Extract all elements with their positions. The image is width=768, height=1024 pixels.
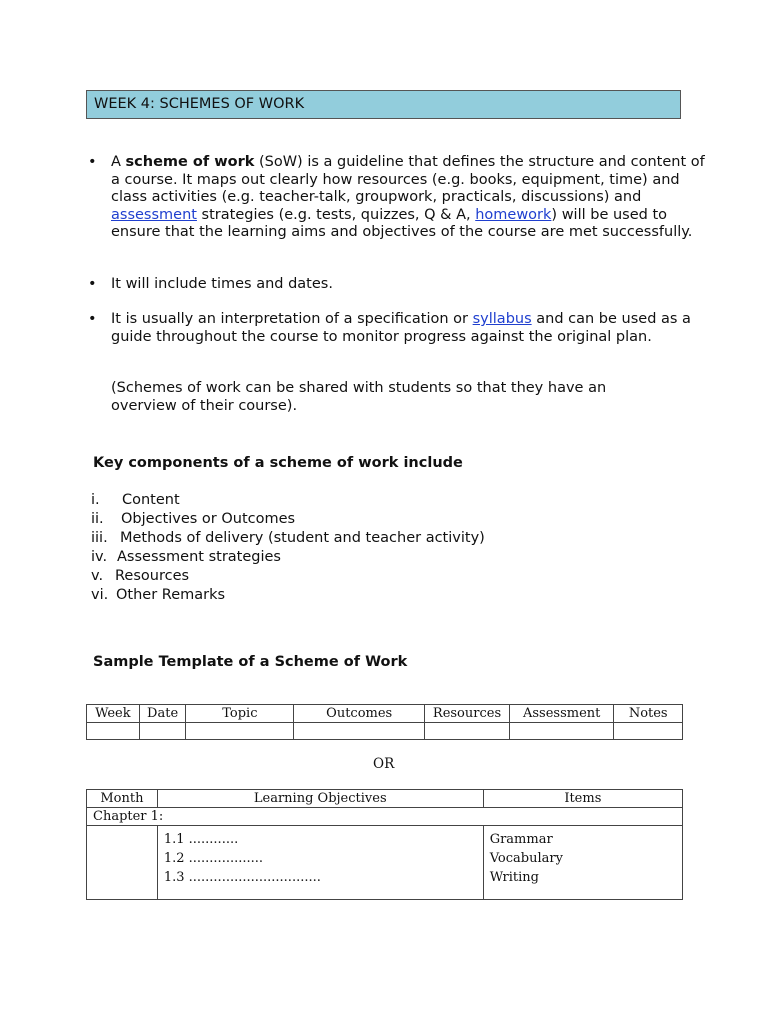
column-header: Learning Objectives	[157, 790, 483, 808]
table-row	[87, 826, 683, 900]
column-header: Outcomes	[294, 705, 425, 723]
assessment-link[interactable]: assessment	[111, 206, 197, 223]
components-list	[91, 491, 485, 605]
list-item: Vocabulary	[489, 851, 563, 866]
column-header: Week	[87, 705, 140, 723]
homework-link[interactable]: homework	[475, 206, 552, 223]
list-item: i. Content	[91, 492, 180, 508]
objectives-list	[158, 826, 483, 887]
bullet-item	[86, 154, 711, 242]
table-cell	[139, 723, 186, 740]
components-heading: Key components of a scheme of work include	[93, 455, 463, 471]
column-header: Topic	[186, 705, 294, 723]
table-cell	[157, 826, 483, 900]
bullet-text: It will include times and dates.	[111, 276, 333, 292]
list-item: Grammar	[489, 832, 553, 847]
list-item: v. Resources	[91, 568, 190, 584]
list-item: iii. Methods of delivery (student and teacher activity)	[91, 530, 485, 546]
list-item: iv. Assessment strategies	[91, 549, 281, 565]
page-title: WEEK 4: SCHEMES OF WORK	[86, 90, 681, 119]
bullet-item	[86, 276, 711, 294]
column-header: Assessment	[509, 705, 614, 723]
table-cell	[87, 723, 140, 740]
table-cell	[87, 826, 158, 900]
column-header: Date	[139, 705, 186, 723]
bullet-dot-icon: •	[88, 311, 97, 327]
table-cell	[425, 723, 510, 740]
list-item: vi. Other Remarks	[91, 587, 226, 603]
list-item: 1.3 ................................	[163, 870, 321, 885]
table-cell	[186, 723, 294, 740]
template-table-weekly	[86, 704, 683, 740]
chapter-label: Chapter 1:	[87, 808, 683, 826]
bullet-text: A scheme of work (SoW) is a guideline that defines the structure and content of a course. It maps out clearly how resources (e.g. books, equipment, time) and class activities (e.g. teacher-talk, groupwork, practicals, discussions) and assessment strategies (e.g. tests, quizzes, Q & A, homework) will be used to ensure that the learning aims and objectives of the course are met successfully.	[111, 154, 705, 240]
column-header: Notes	[614, 705, 683, 723]
table-row	[87, 808, 683, 826]
bullet-note: (Schemes of work can be shared with students so that they have an overview of their course).	[111, 380, 607, 414]
table-header-row	[87, 705, 683, 723]
table-cell	[294, 723, 425, 740]
bullet-item	[86, 311, 711, 346]
bullet-dot-icon: •	[88, 154, 97, 170]
list-item: Writing	[489, 870, 539, 885]
table-row	[87, 723, 683, 740]
items-list	[484, 826, 682, 887]
or-separator: OR	[373, 756, 395, 772]
column-header: Items	[483, 790, 682, 808]
table-cell	[614, 723, 683, 740]
table-header-row	[87, 790, 683, 808]
bullet-text: It is usually an interpretation of a specification or syllabus and can be used as a guide throughout the course to monitor progress against the original plan.	[111, 311, 691, 345]
bullet-dot-icon: •	[88, 276, 97, 292]
table-cell	[483, 826, 682, 900]
table-cell	[509, 723, 614, 740]
template-table-monthly	[86, 789, 683, 900]
list-item: 1.1 ............	[163, 832, 239, 847]
column-header: Resources	[425, 705, 510, 723]
sample-heading: Sample Template of a Scheme of Work	[93, 654, 408, 670]
column-header: Month	[87, 790, 158, 808]
syllabus-link[interactable]: syllabus	[472, 311, 532, 327]
term-bold: scheme of work	[125, 154, 255, 170]
list-item: ii. Objectives or Outcomes	[91, 511, 296, 527]
list-item: 1.2 ..................	[163, 851, 264, 866]
